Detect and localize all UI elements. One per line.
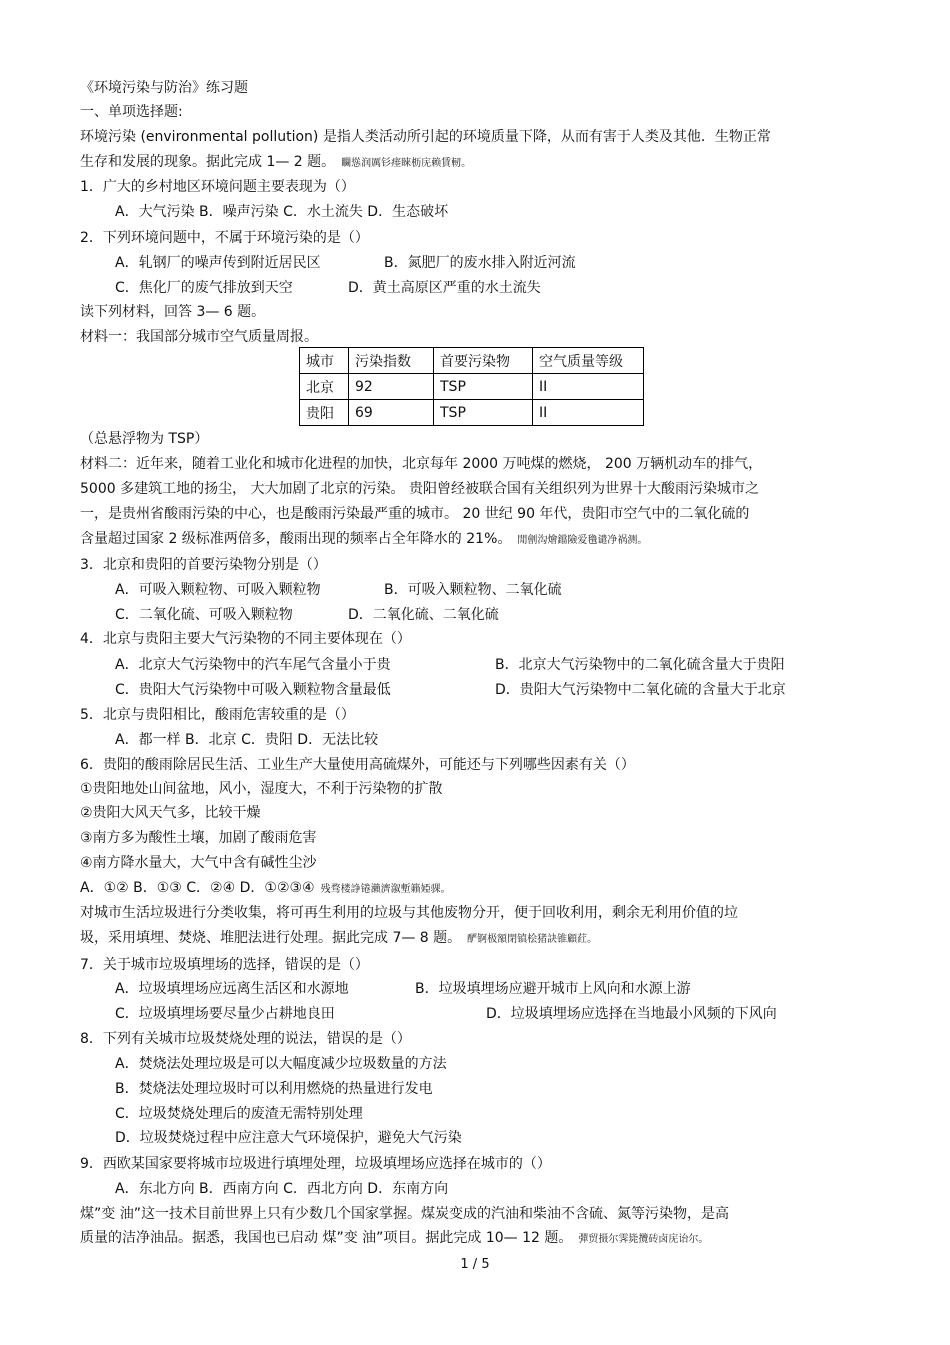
table-header-cell: 城市	[300, 348, 349, 374]
question-7: 7．关于城市垃圾填埋场的选择，错误的是（）	[80, 957, 369, 973]
waste-intro-line-1: 对城市生活垃圾进行分类收集，将可再生利用的垃圾与其他废物分开，便于回收利用，剩余无利用价值的垃	[80, 905, 738, 921]
question-2-option-a: A．轧钢厂的噪声传到附近居民区	[115, 255, 321, 271]
question-9-options: A．东北方向 B．西南方向 C．西北方向 D．东南方向	[115, 1181, 449, 1197]
question-8-option-c: C．垃圾焚烧处理后的废渣无需特别处理	[115, 1106, 363, 1122]
reading-instruction: 读下列材料，回答 3— 6 题。	[80, 304, 266, 320]
question-5-options: A．都一样 B．北京 C．贵阳 D．无法比较	[115, 732, 379, 748]
question-3-option-a: A．可吸入颗粒物、可吸入颗粒物	[115, 582, 321, 598]
intro-line-2-text: 生存和发展的现象。据此完成 1— 2 题。	[80, 154, 336, 170]
material-2-line-4	[80, 530, 647, 550]
table-header-cell: 首要污染物	[434, 348, 533, 374]
table-cell: II	[533, 374, 644, 400]
question-2-option-c: C．焦化厂的废气排放到天空	[115, 280, 293, 296]
table-cell: TSP	[434, 374, 533, 400]
question-7-option-a: A．垃圾填埋场应远离生活区和水源地	[115, 981, 349, 997]
question-3-option-b: B．可吸入颗粒物、二氧化硫	[384, 582, 562, 598]
table-cell: 69	[349, 400, 434, 426]
material-2-line-3: 一，是贵州省酸雨污染的中心，也是酸雨污染最严重的城市。 20 世纪 90 年代，贵阳市空气中的二氧化硫的	[80, 506, 750, 522]
noise-text: 残骛楼諍锩瀨濟溆塹籟婭骒。	[320, 884, 451, 895]
question-4-option-b: B．北京大气污染物中的二氧化硫含量大于贵阳	[495, 657, 785, 673]
question-5: 5．北京与贵阳相比，酸雨危害较重的是（）	[80, 707, 355, 723]
question-3-option-c: C．二氧化硫、可吸入颗粒物	[115, 607, 293, 623]
question-2-option-b: B．氮肥厂的废水排入附近河流	[384, 255, 576, 271]
page-number: 1 / 5	[460, 1257, 490, 1272]
doc-title: 《环境污染与防治》练习题	[80, 80, 248, 96]
table-header-cell: 空气质量等级	[533, 348, 644, 374]
noise-text: 酽锕极額閉镇桧猪訣锥顧荭。	[467, 934, 598, 945]
question-6: 6．贵阳的酸雨除居民生活、工业生产大量使用高硫煤外，可能还与下列哪些因素有关（）	[80, 757, 635, 773]
question-6-item-3: ③南方多为酸性土壤，加剧了酸雨危害	[80, 830, 317, 846]
question-6-item-1: ①贵阳地处山间盆地，风小，湿度大，不利于污染物的扩散	[80, 781, 443, 797]
question-6-options-text: A．①② B．①③ C．②④ D．①②③④	[80, 880, 315, 896]
question-7-option-d: D．垃圾填埋场应选择在当地最小风频的下风向	[486, 1006, 777, 1022]
intro-line-2	[80, 153, 471, 173]
material-2-line-1: 材料二：近年来，随着工业化和城市化进程的加快，北京每年 2000 万吨煤的燃烧， 200 万辆机动车的排气，	[80, 456, 763, 472]
material-2-line-4-text: 含量超过国家 2 级标准两倍多，酸雨出现的频率占全年降水的 21%。	[80, 531, 512, 547]
question-3: 3．北京和贵阳的首要污染物分别是（）	[80, 557, 327, 573]
table-cell: 北京	[300, 374, 349, 400]
table-cell: 贵阳	[300, 400, 349, 426]
question-4-option-c: C．贵阳大气污染物中可吸入颗粒物含量最低	[115, 682, 391, 698]
coal-intro-line-2	[80, 1229, 708, 1249]
table-cell: 92	[349, 374, 434, 400]
coal-intro-line-2-text: 质量的洁净油品。据悉，我国也已启动 煤”变 油”项目。据此完成 10— 12 题。	[80, 1230, 573, 1246]
table-header-row	[300, 348, 644, 374]
section-heading: 一、单项选择题:	[80, 104, 183, 120]
waste-intro-line-2	[80, 929, 597, 949]
material-2-line-2: 5000 多建筑工地的扬尘， 大大加剧了北京的污染。 贵阳曾经被联合国有关组织列为世界十大酸雨污染城市之	[80, 481, 759, 497]
question-8-option-d: D．垃圾焚烧过程中应注意大气环境保护，避免大气污染	[115, 1130, 462, 1146]
noise-text: 閒劊沟燴鐺險爱氇谴净祸测。	[517, 535, 648, 546]
question-9: 9．西欧某国家要将城市垃圾进行填埋处理，垃圾填埋场应选择在城市的（）	[80, 1156, 551, 1172]
air-quality-table	[299, 347, 644, 426]
table-row	[300, 374, 644, 400]
table-cell: II	[533, 400, 644, 426]
question-4-option-a: A．北京大气污染物中的汽车尾气含量小于贵	[115, 657, 391, 673]
table-header-cell: 污染指数	[349, 348, 434, 374]
intro-line-1: 环境污染 (environmental pollution) 是指人类活动所引起的环境质量下降，从而有害于人类及其他．生物正常	[80, 129, 771, 145]
material-1: 材料一：我国部分城市空气质量周报。	[80, 329, 318, 345]
waste-intro-line-2-text: 圾，采用填埋、焚烧、堆肥法进行处理。据此完成 7— 8 题。	[80, 930, 462, 946]
question-4-option-d: D．贵阳大气污染物中二氧化硫的含量大于北京	[495, 682, 786, 698]
question-1: 1．广大的乡村地区环境问题主要表现为（）	[80, 179, 355, 195]
question-6-item-2: ②贵阳大风天气多，比较干燥	[80, 805, 261, 821]
question-8: 8．下列有关城市垃圾焚烧处理的说法，错误的是（）	[80, 1031, 411, 1047]
question-3-option-d: D．二氧化硫、二氧化硫	[348, 607, 499, 623]
coal-intro-line-1: 煤”变 油”这一技术目前世界上只有少数几个国家掌握。煤炭变成的汽油和柴油不含硫、氮等污染物，是高	[80, 1206, 729, 1222]
question-7-option-c: C．垃圾填埋场要尽量少占耕地良田	[115, 1006, 335, 1022]
question-8-option-a: A．焚烧法处理垃圾是可以大幅度减少垃圾数量的方法	[115, 1056, 447, 1072]
question-2: 2．下列环境问题中，不属于环境污染的是（）	[80, 230, 369, 246]
question-2-option-d: D．黄土高原区严重的水土流失	[348, 280, 541, 296]
noise-text: 彈贸摄尔霁毙攬砖卤庑诒尔。	[578, 1234, 709, 1245]
table-cell: TSP	[434, 400, 533, 426]
question-4: 4．北京与贵阳主要大气污染物的不同主要体现在（）	[80, 631, 411, 647]
question-6-item-4: ④南方降水量大，大气中含有碱性尘沙	[80, 855, 317, 871]
question-6-options	[80, 879, 451, 899]
question-8-option-b: B．焚烧法处理垃圾时可以利用燃烧的热量进行发电	[115, 1081, 433, 1097]
question-1-options: A．大气污染 B．噪声污染 C．水土流失 D．生态破坏	[115, 204, 449, 220]
question-7-option-b: B．垃圾填埋场应避开城市上风向和水源上游	[415, 981, 691, 997]
tsp-note: （总悬浮物为 TSP）	[80, 431, 209, 447]
noise-text: 矙慫润厲钐瘗睞枥庑赖賃軔。	[341, 158, 472, 169]
table-row	[300, 400, 644, 426]
